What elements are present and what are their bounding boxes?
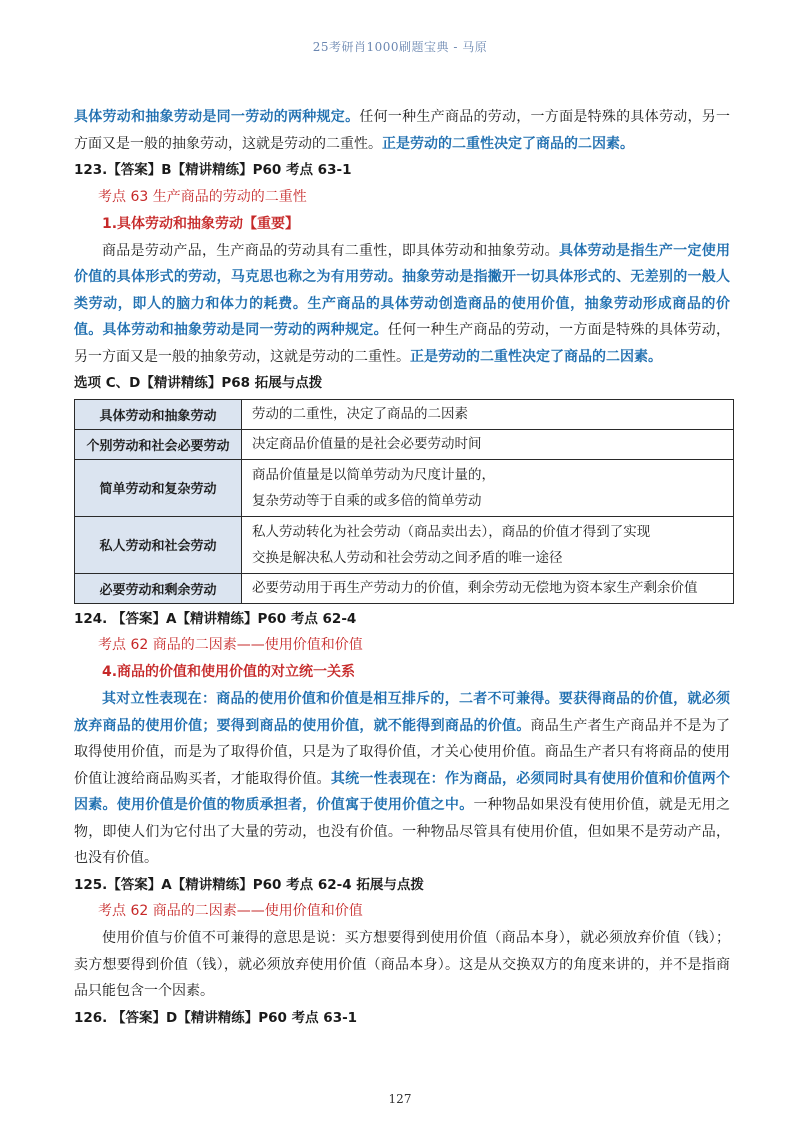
highlight-text: 正是劳动的二重性决定了商品的二因素。 xyxy=(410,348,662,365)
body-text: 一种物品如果没有使用价值，就是无用之物，即使人们为它付出了大量的劳动，也没有价值。一种物品尽管具有使用价值，但如果不是劳动产品，也没有价值。 xyxy=(74,797,731,866)
table-row-desc: 劳动的二重性，决定了商品的二因素 xyxy=(242,399,734,429)
table-row-desc-line: 私人劳动转化为社会劳动（商品卖出去），商品的价值才得到了实现 xyxy=(252,523,651,540)
paragraph-labor-duality-cont xyxy=(74,104,730,157)
body-text: 任何一种生产商品的劳动，一方面是特殊的具体劳动，另一方面又是一般的抽象劳动，这就是劳动的二重性。 xyxy=(74,109,731,152)
table-row-desc xyxy=(242,459,734,516)
kaodian-62-subtitle: 4.商品的价值和使用价值的对立统一关系 xyxy=(102,664,356,680)
highlight-text: 具体劳动是指生产一定使用价值的具体形式的劳动，马克思也称之为有用劳动。抽象劳动是指撇开一切具体形式的、无差别的一般人类劳动，即人的脑力和体力的耗费。生产商品的具体劳动创造商品的使用价值，抽象劳动形成商品的价值。具体劳动和抽象劳动是同一劳动的两种规定。 xyxy=(74,242,731,338)
table-row-desc: 必要劳动用于再生产劳动力的价值，剩余劳动无偿地为资本家生产剩余价值 xyxy=(242,573,734,603)
body-text: 任何一种生产商品的劳动，一方面是特殊的具体劳动，另一方面又是一般的抽象劳动，这就是劳动的二重性。 xyxy=(74,322,731,365)
labor-comparison-table xyxy=(74,399,734,604)
body-text: 商品生产者生产商品并不是为了取得使用价值，而是为了取得价值，只是为了取得价值，才关心使用价值。商品生产者只有将商品的使用价值让渡给商品购买者，才能取得价值。 xyxy=(74,717,730,787)
highlight-text: 具体劳动和抽象劳动是同一劳动的两种规定。 xyxy=(74,109,360,125)
table-row xyxy=(75,399,734,429)
table-row-desc-line: 商品价值量是以简单劳动为尺度计量的， xyxy=(252,466,495,483)
page-number: 127 xyxy=(388,1092,412,1106)
table-row-desc-line: 交换是解决私人劳动和社会劳动之间矛盾的唯一途径 xyxy=(252,549,563,566)
table-row-desc: 决定商品价值量的是社会必要劳动时间 xyxy=(242,429,734,459)
answer-126: 126. 【答案】D【精讲精练】P60 考点 63-1 xyxy=(74,1009,358,1026)
table-row xyxy=(75,573,734,603)
table-row-label: 私人劳动和社会劳动 xyxy=(75,516,242,573)
table-row-desc-line: 复杂劳动等于自乘的或多倍的简单劳动 xyxy=(252,492,482,509)
kaodian-63-title: 考点 63 生产商品的劳动的二重性 xyxy=(98,188,307,205)
table-row-desc xyxy=(242,516,734,573)
table-row xyxy=(75,429,734,459)
kaodian-62-title: 考点 62 商品的二因素——使用价值和价值 xyxy=(98,637,363,653)
table-row xyxy=(75,459,734,516)
highlight-text: 其对立性表现在：商品的使用价值和价值是相互排斥的，二者不可兼得。要获得商品的价值，就必须放弃商品的使用价值；要得到商品的使用价值，就不能得到商品的价值。 xyxy=(74,691,730,734)
table-row-label: 简单劳动和复杂劳动 xyxy=(75,459,242,516)
page-content xyxy=(74,104,730,1031)
answer-124: 124. 【答案】A【精讲精练】P60 考点 62-4 xyxy=(74,610,357,627)
paragraph-labor-duality xyxy=(74,238,730,371)
paragraph-exclusivity: 使用价值与价值不可兼得的意思是说：买方想要得到使用价值（商品本身），就必须放弃价值（钱）；卖方想要得到价值（钱），就必须放弃使用价值（商品本身）。这是从交换双方的角度来讲的，并不是指商品只能包含一个因素。 xyxy=(74,930,730,999)
answer-125: 125.【答案】A【精讲精练】P60 考点 62-4 拓展与点拨 xyxy=(74,876,424,893)
kaodian-63-subtitle: 1.具体劳动和抽象劳动【重要】 xyxy=(102,215,300,232)
answer-123: 123.【答案】B【精讲精练】P60 考点 63-1 xyxy=(74,162,352,178)
paragraph-value-use-value xyxy=(74,686,730,872)
table-row-label: 个别劳动和社会必要劳动 xyxy=(75,429,242,459)
highlight-text: 其统一性表现在：作为商品，必须同时具有使用价值和价值两个因素。使用价值是价值的物质承担者，价值寓于使用价值之中。 xyxy=(74,770,731,813)
table-row-label: 必要劳动和剩余劳动 xyxy=(75,573,242,603)
table-row xyxy=(75,516,734,573)
body-text: 商品是劳动产品，生产商品的劳动具有二重性，即具体劳动和抽象劳动。 xyxy=(102,242,559,259)
highlight-text: 正是劳动的二重性决定了商品的二因素。 xyxy=(382,135,634,152)
page-header: 25考研肖1000刷题宝典 - 马原 xyxy=(312,40,488,54)
kaodian-62-title-repeat: 考点 62 商品的二因素——使用价值和价值 xyxy=(98,903,363,919)
table-row-label: 具体劳动和抽象劳动 xyxy=(75,399,242,429)
option-cd-heading: 选项 C、D【精讲精练】P68 拓展与点拨 xyxy=(74,375,323,391)
